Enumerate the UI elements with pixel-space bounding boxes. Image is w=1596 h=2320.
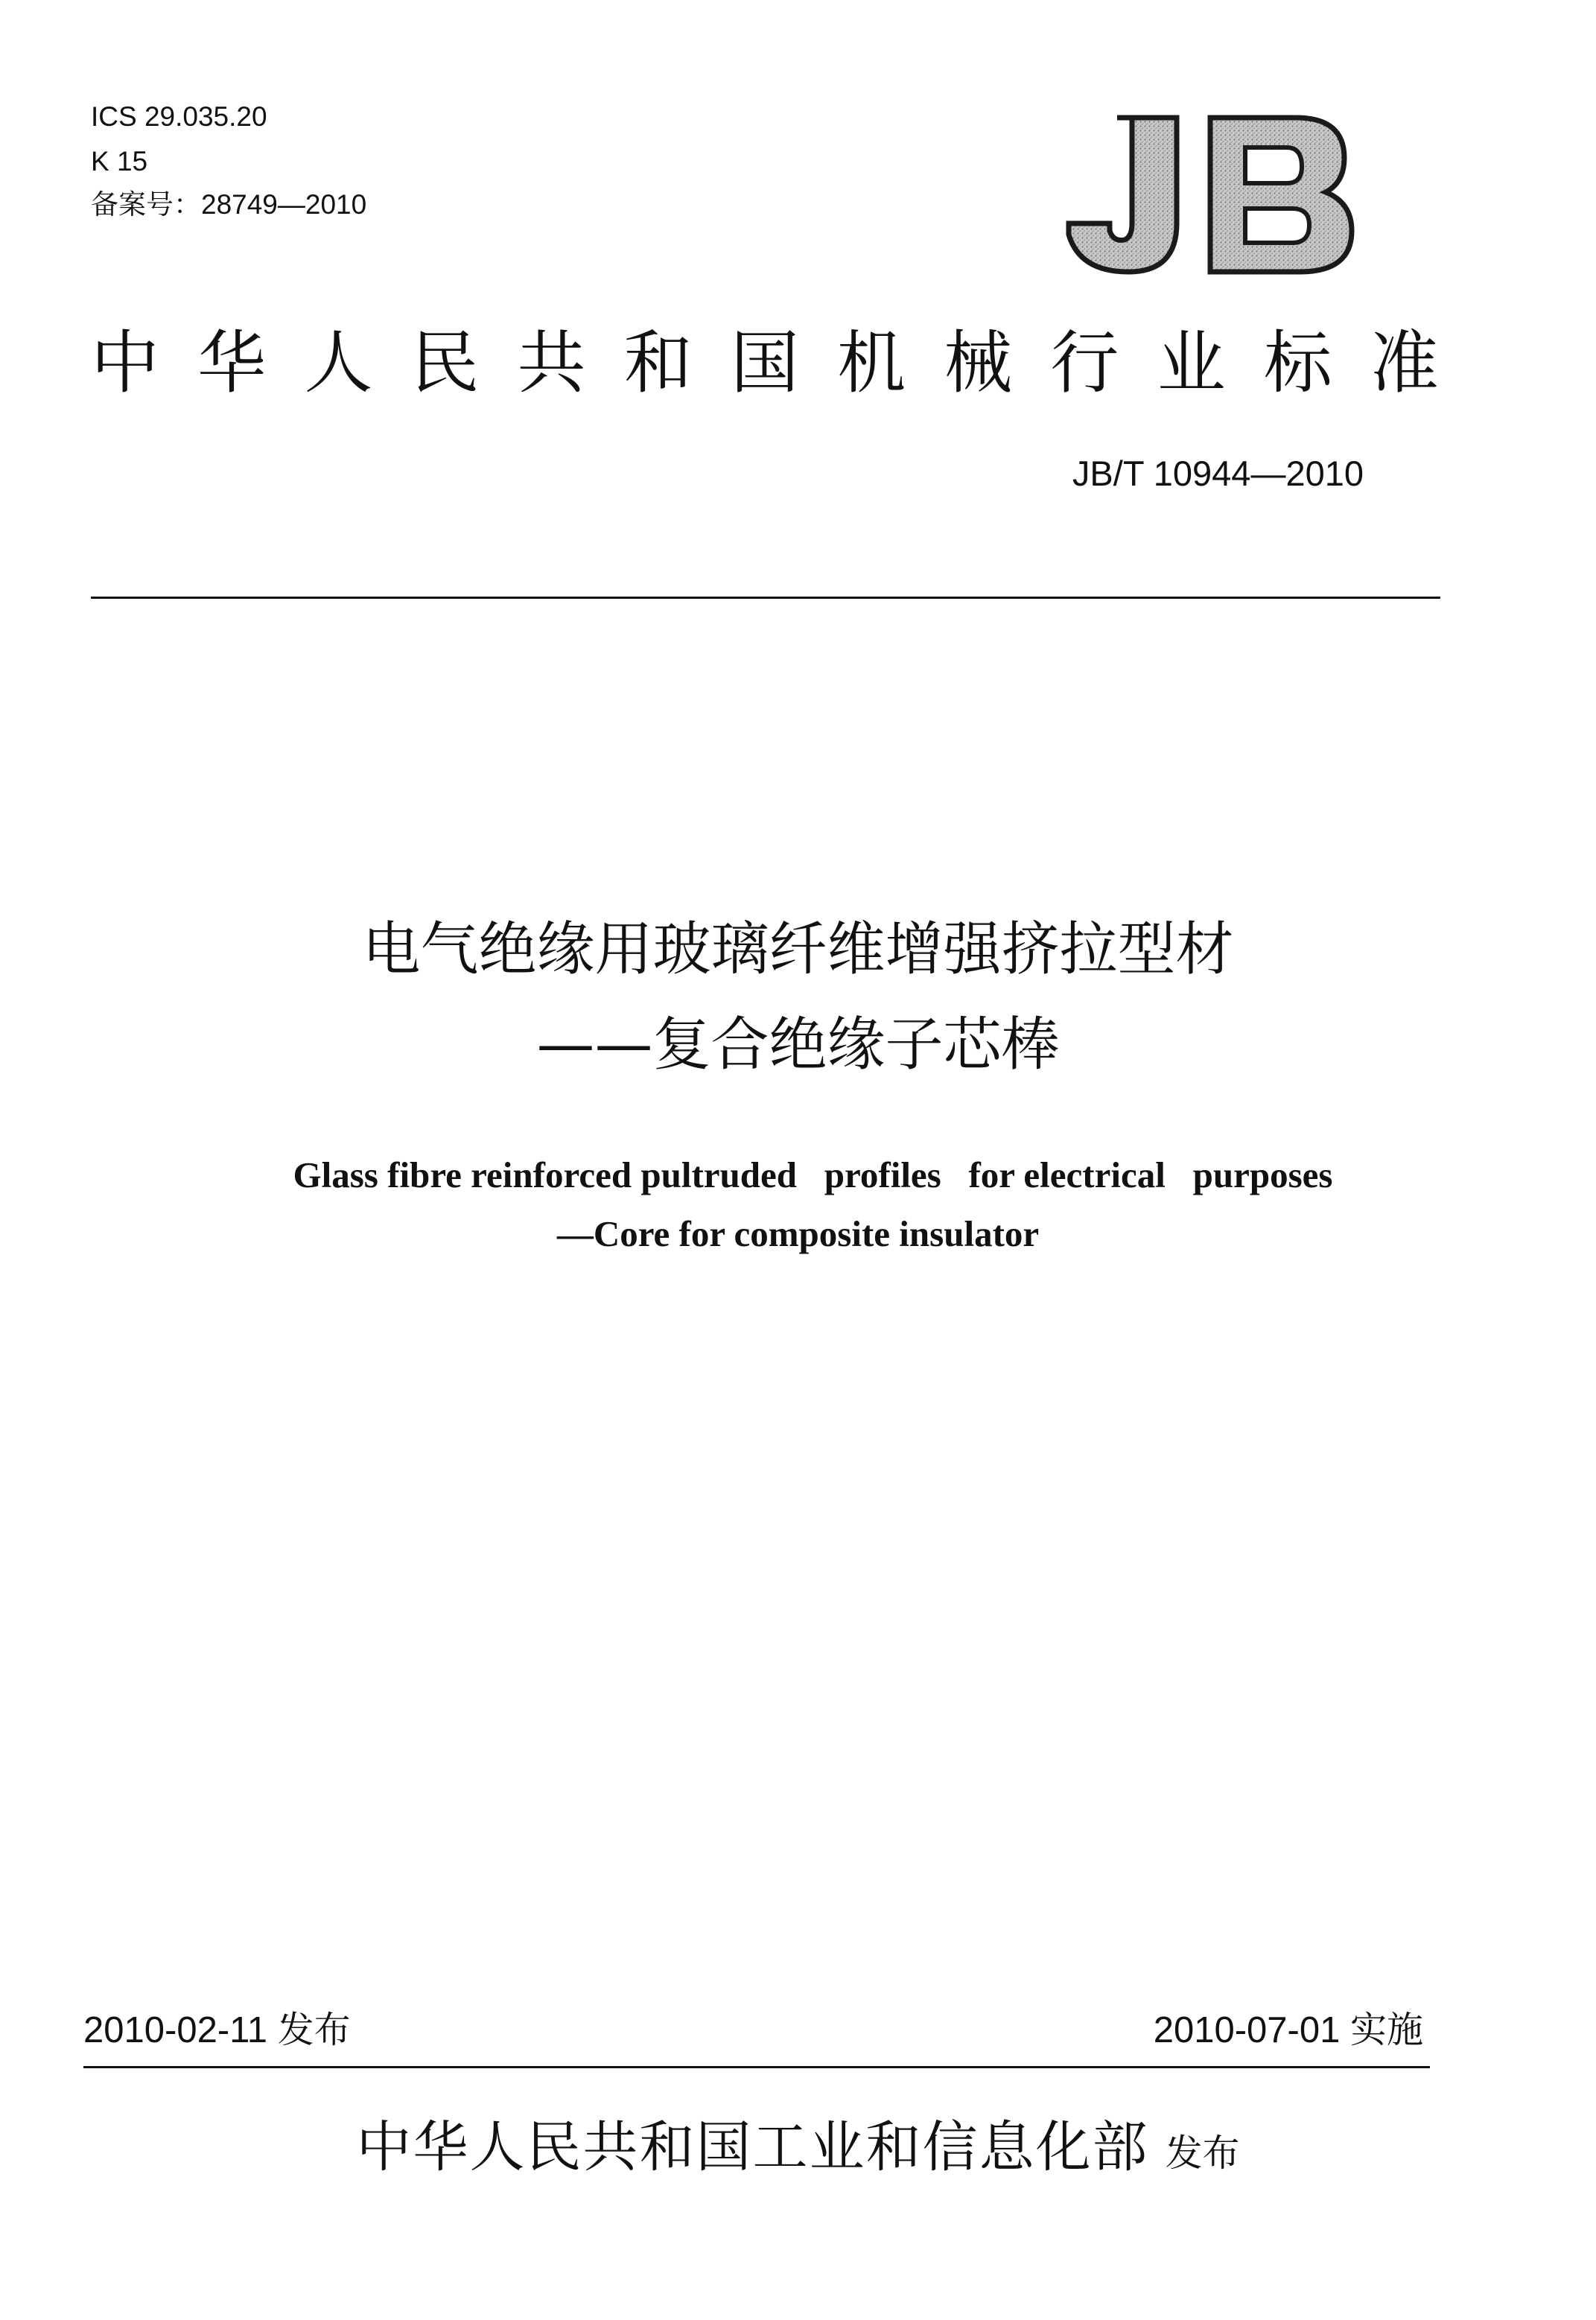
- issuer-suffix: 发布: [1165, 2132, 1240, 2175]
- category-char: 和: [623, 323, 693, 403]
- document-title-zh: 电气绝缘用玻璃纤维增强挤拉型材: [362, 916, 1234, 983]
- filing-number: 备案号：28749—2010: [91, 189, 367, 220]
- category-char: 华: [197, 323, 267, 403]
- category-char: 准: [1370, 323, 1439, 403]
- category-char: 械: [944, 323, 1013, 403]
- jb-logo: [1050, 112, 1363, 283]
- ccs-code: K 15: [91, 146, 148, 177]
- category-char: 人: [304, 323, 373, 403]
- implementation-date: 2010-07-01 实施: [1153, 2010, 1423, 2050]
- header-divider: [91, 597, 1440, 599]
- category-char: 中: [91, 323, 160, 403]
- footer-divider: [83, 2066, 1430, 2068]
- category-char: 标: [1263, 323, 1332, 403]
- document-title-en: Glass fibre reinforced pultruded profiles for electrical purposes: [293, 1154, 1333, 1195]
- category-char: 民: [410, 323, 480, 403]
- category-char: 国: [730, 323, 799, 403]
- issue-date: 2010-02-11 发布: [83, 2010, 351, 2050]
- issuer: [0, 2115, 1596, 2179]
- document-subtitle-zh: ——复合绝缘子芯棒: [536, 1011, 1060, 1078]
- issuer-name: 中华人民共和国工业和信息化部: [356, 2115, 1149, 2179]
- category-char: 业: [1157, 323, 1226, 403]
- standard-category-title: [91, 319, 1439, 408]
- ics-code: ICS 29.035.20: [91, 101, 267, 132]
- document-subtitle-en: —Core for composite insulator: [556, 1213, 1040, 1254]
- category-char: 行: [1050, 323, 1119, 403]
- category-char: 机: [837, 323, 906, 403]
- standard-code: JB/T 10944—2010: [1072, 454, 1364, 493]
- category-char: 共: [517, 323, 586, 403]
